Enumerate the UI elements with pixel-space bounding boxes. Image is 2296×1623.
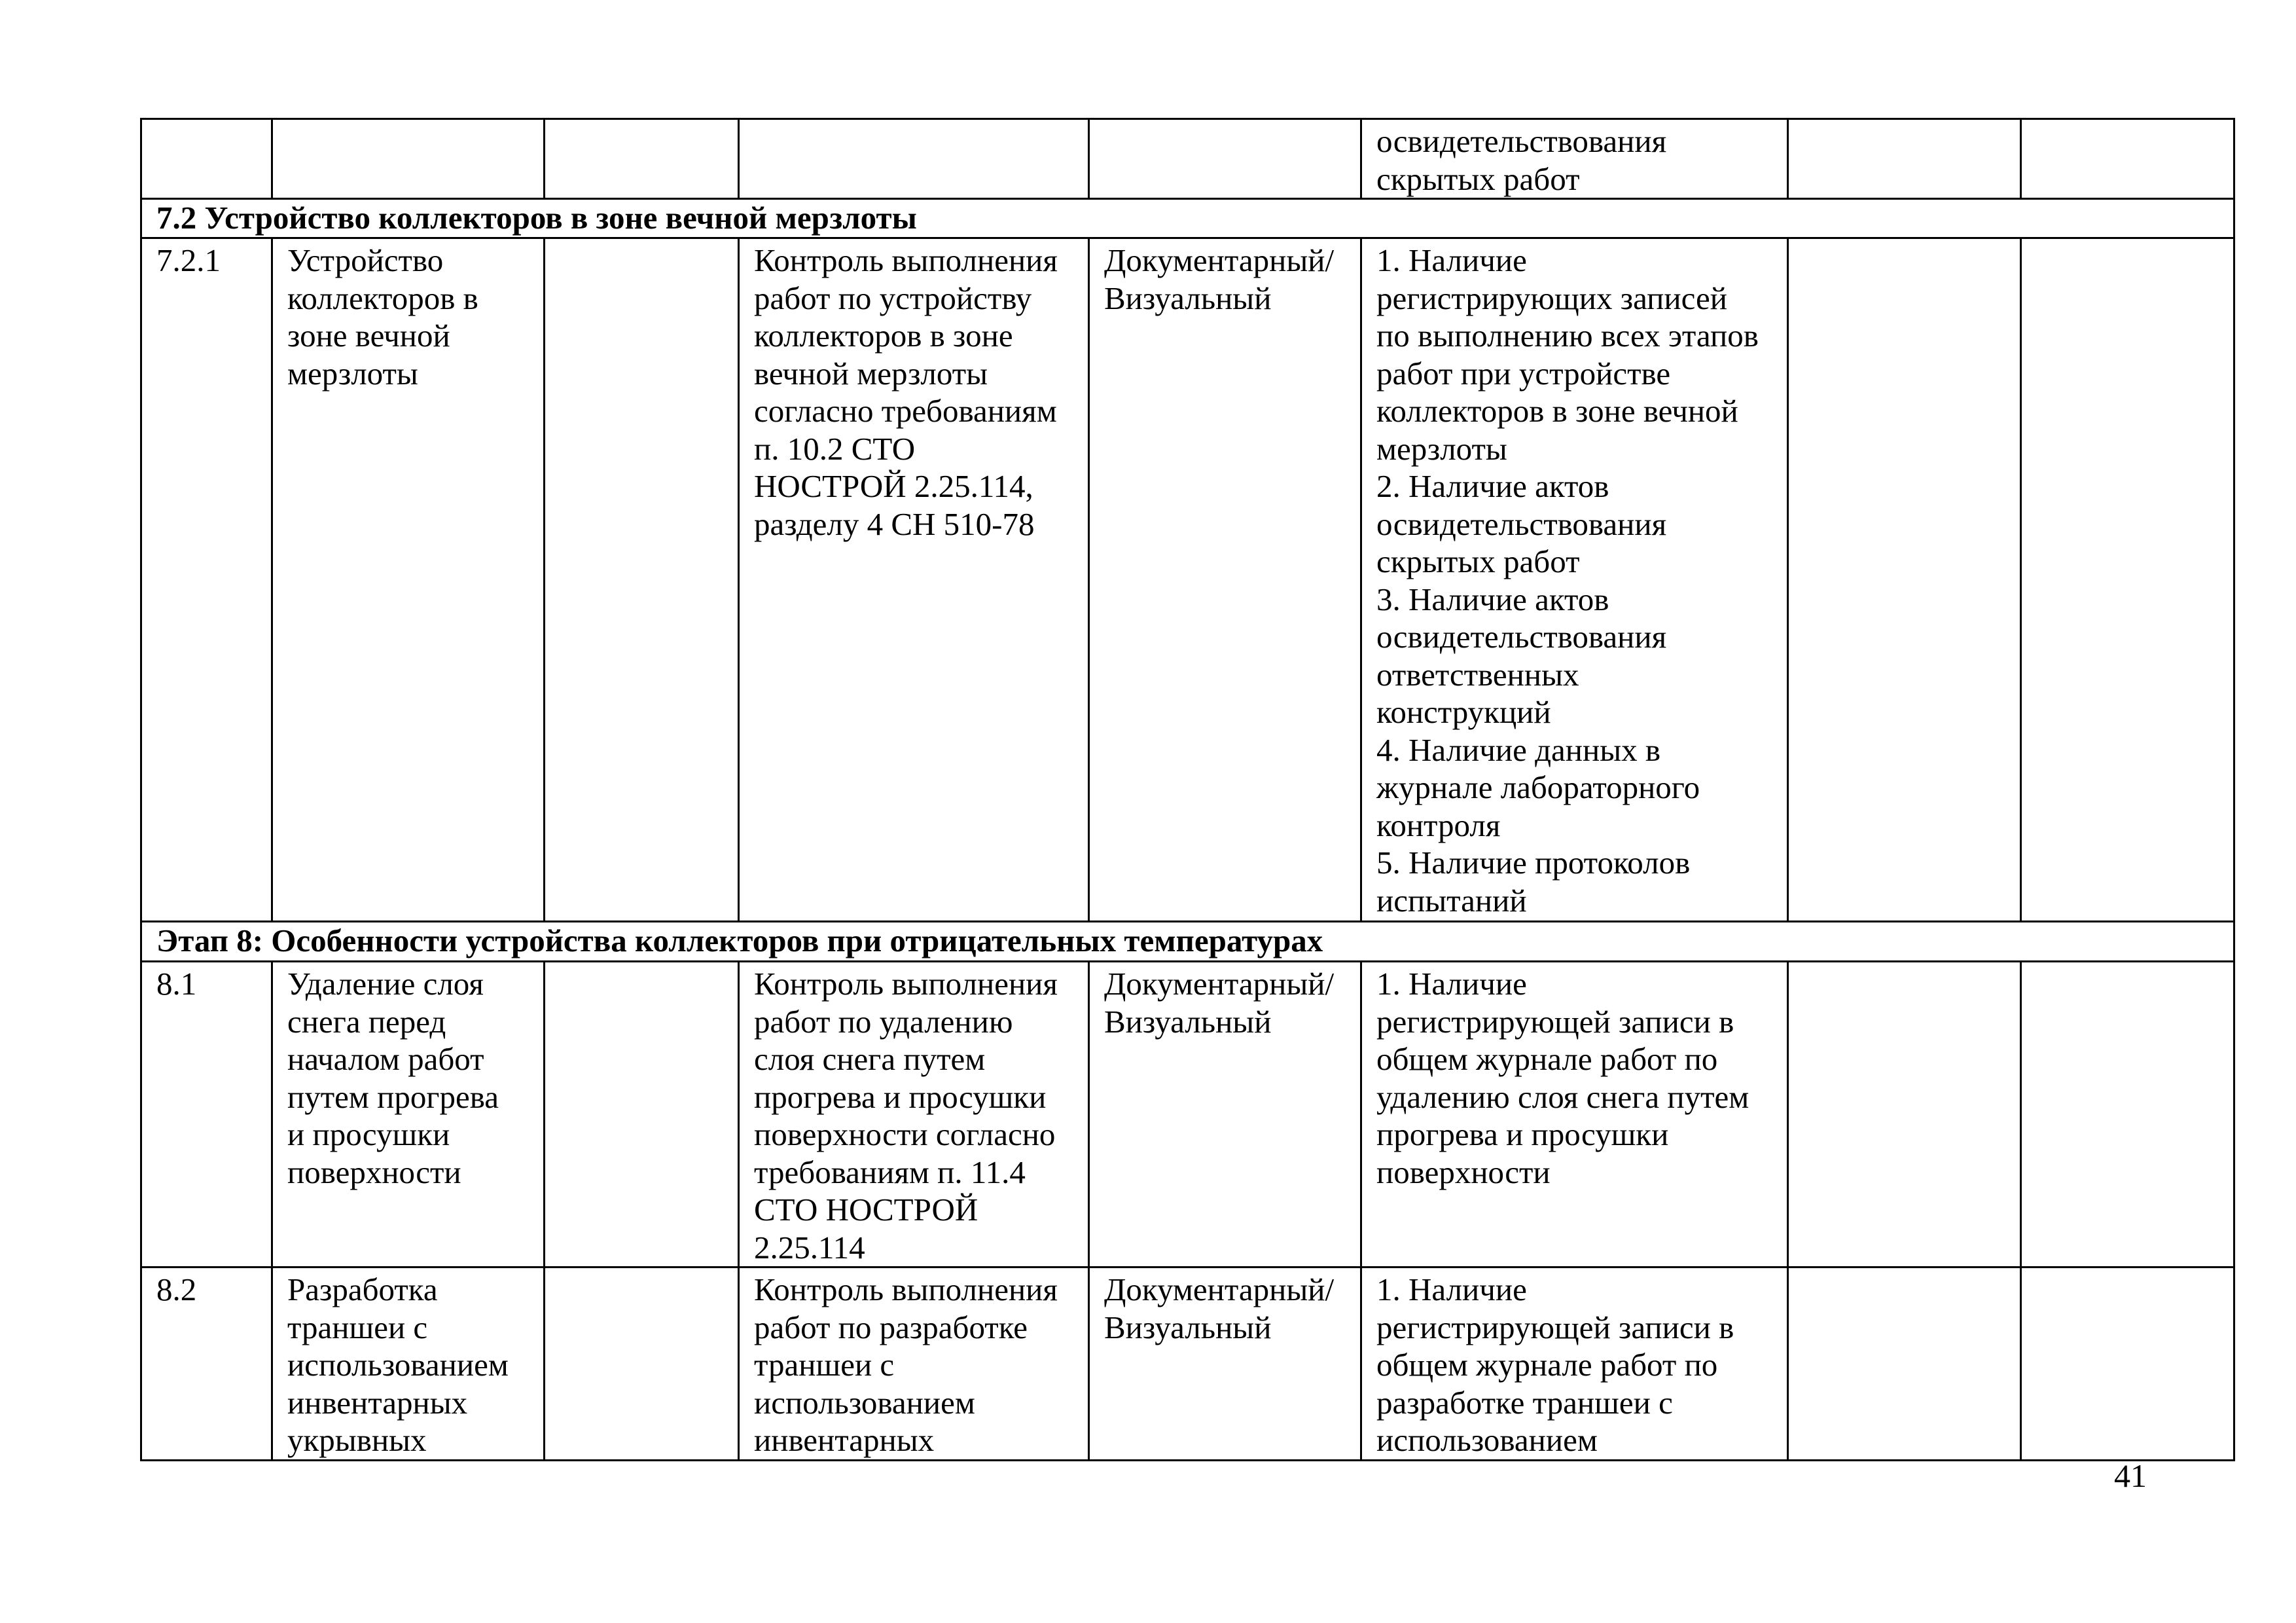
table-cell bbox=[1788, 1267, 2021, 1461]
table-cell: 1. Наличие регистрирующей записи в общем журнале работ по удалению слоя снега путем прогрева и просушки поверхности bbox=[1361, 962, 1788, 1267]
table-cell bbox=[2021, 1267, 2234, 1461]
table-cell bbox=[1788, 238, 2021, 922]
table-cell bbox=[2021, 119, 2234, 199]
section-title: 7.2 Устройство коллекторов в зоне вечной мерзлоты bbox=[141, 199, 2234, 238]
table-row bbox=[141, 119, 2234, 199]
table-cell bbox=[1788, 962, 2021, 1267]
inspection-table bbox=[140, 118, 2235, 1461]
table-cell: Контроль выполнения работ по устройству коллекторов в зоне вечной мерзлоты согласно требованиям п. 10.2 СТО НОСТРОЙ 2.25.114, разделу 4 СН 510-78 bbox=[739, 238, 1089, 922]
table-cell: 8.2 bbox=[141, 1267, 272, 1461]
table-cell: Документарный/ Визуальный bbox=[1089, 962, 1361, 1267]
table-cell bbox=[1089, 119, 1361, 199]
table-cell bbox=[141, 119, 272, 199]
table-cell bbox=[2021, 238, 2234, 922]
section-title: Этап 8: Особенности устройства коллекторов при отрицательных температурах bbox=[141, 922, 2234, 962]
table-cell: Документарный/ Визуальный bbox=[1089, 238, 1361, 922]
table-cell bbox=[739, 119, 1089, 199]
table-cell bbox=[545, 1267, 739, 1461]
table-cell: 1. Наличие регистрирующих записей по выполнению всех этапов работ при устройстве коллекторов в зоне вечной мерзлоты 2. Наличие актов освидетельствования скрытых работ 3. Наличие актов освидетельствования ответственных конструкций 4. Наличие данных в журнале лабораторного контроля 5. Наличие протоколов испытаний bbox=[1361, 238, 1788, 922]
table-row bbox=[141, 962, 2234, 1267]
table-cell: 7.2.1 bbox=[141, 238, 272, 922]
table-cell: 1. Наличие регистрирующей записи в общем журнале работ по разработке траншеи с использованием bbox=[1361, 1267, 1788, 1461]
page-number: 41 bbox=[2114, 1457, 2147, 1494]
table-cell: 8.1 bbox=[141, 962, 272, 1267]
table-cell: Контроль выполнения работ по удалению слоя снега путем прогрева и просушки поверхности согласно требованиям п. 11.4 СТО НОСТРОЙ 2.25.114 bbox=[739, 962, 1089, 1267]
table-cell: Разработка траншеи с использованием инвентарных укрывных bbox=[272, 1267, 545, 1461]
section-header-row bbox=[141, 199, 2234, 238]
table-cell bbox=[545, 238, 739, 922]
section-header-row bbox=[141, 922, 2234, 962]
table-cell bbox=[272, 119, 545, 199]
table-cell: Документарный/ Визуальный bbox=[1089, 1267, 1361, 1461]
table-cell bbox=[545, 119, 739, 199]
table-cell: Устройство коллекторов в зоне вечной мерзлоты bbox=[272, 238, 545, 922]
table-cell: Контроль выполнения работ по разработке траншеи с использованием инвентарных bbox=[739, 1267, 1089, 1461]
table-row bbox=[141, 238, 2234, 922]
table-cell bbox=[545, 962, 739, 1267]
table-row bbox=[141, 1267, 2234, 1461]
table-cell: Удаление слоя снега перед началом работ путем прогрева и просушки поверхности bbox=[272, 962, 545, 1267]
table-cell: освидетельствования скрытых работ bbox=[1361, 119, 1788, 199]
table-cell bbox=[1788, 119, 2021, 199]
table-cell bbox=[2021, 962, 2234, 1267]
